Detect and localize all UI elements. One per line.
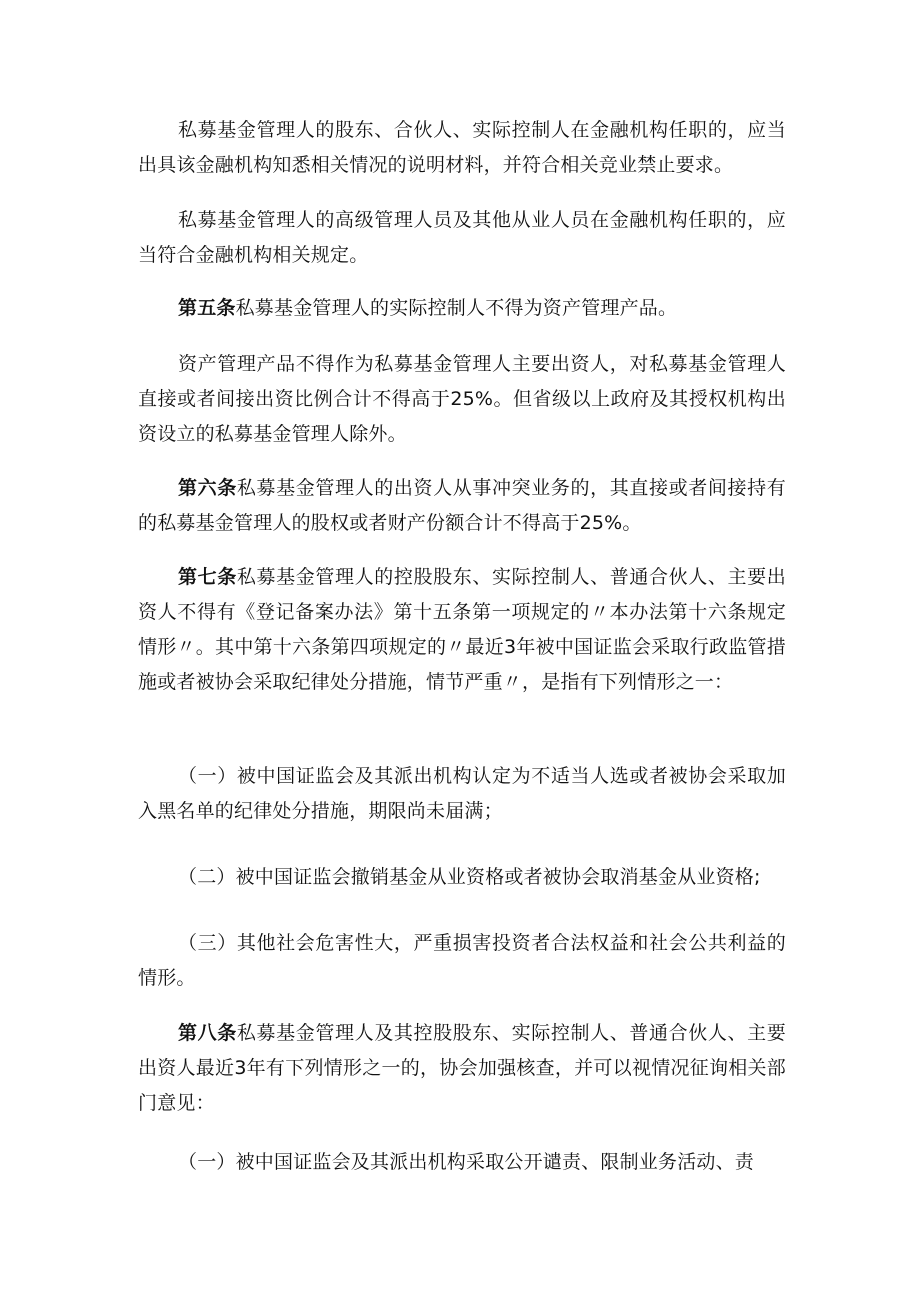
article-7-item-3-text: （三）其他社会危害性大，严重损害投资者合法权益和社会公共利益的情形。 (138, 932, 786, 989)
article-7-text: 私募基金管理人的控股股东、实际控制人、普通合伙人、主要出资人不得有《登记备案办法》第十五条第一项规定的〃本办法第十六条规定情形〃。其中第十六条第四项规定的〃最近3年被中国证监会采取行政监管措施或者被协会采取纪律处分措施，情节严重〃，是指有下列情形之一： (138, 566, 786, 693)
article-6-heading: 第六条 (178, 477, 237, 499)
article-7-item-2-text: （二）被中国证监会撤销基金从业资格或者被协会取消基金从业资格; (178, 866, 761, 888)
article-5-paragraph (138, 291, 786, 326)
article-7-item-3 (138, 926, 786, 996)
article-7-paragraph (138, 560, 786, 700)
paragraph-1-text: 私募基金管理人的股东、合伙人、实际控制人在金融机构任职的，应当出具该金融机构知悉相关情况的说明材料，并符合相关竞业禁止要求。 (138, 119, 786, 176)
article-6-paragraph (138, 471, 786, 541)
paragraph-4 (138, 347, 786, 452)
article-8-item-1 (138, 1145, 786, 1180)
article-8-text: 私募基金管理人及其控股股东、实际控制人、普通合伙人、主要出资人最近3年有下列情形之一的，协会加强核查，并可以视情况征询相关部门意见： (138, 1022, 786, 1114)
paragraph-1 (138, 113, 786, 183)
article-6-text: 私募基金管理人的出资人从事冲突业务的，其直接或者间接持有的私募基金管理人的股权或者财产份额合计不得高于25%。 (138, 477, 786, 534)
article-5-text: 私募基金管理人的实际控制人不得为资产管理产品。 (235, 297, 678, 319)
paragraph-4-text: 资产管理产品不得作为私募基金管理人主要出资人，对私募基金管理人直接或者间接出资比例合计不得高于25%。但省级以上政府及其授权机构出资设立的私募基金管理人除外。 (138, 353, 786, 445)
article-7-item-2 (138, 860, 786, 895)
article-5-heading: 第五条 (178, 297, 236, 319)
paragraph-2 (138, 203, 786, 273)
article-8-heading: 第八条 (178, 1022, 237, 1044)
article-8-paragraph (138, 1016, 786, 1121)
article-7-item-1 (138, 759, 786, 829)
paragraph-2-text: 私募基金管理人的高级管理人员及其他从业人员在金融机构任职的，应当符合金融机构相关规定。 (138, 209, 786, 266)
article-7-heading: 第七条 (178, 566, 237, 588)
article-8-item-1-text: （一）被中国证监会及其派出机构采取公开谴责、限制业务活动、责 (178, 1151, 755, 1173)
article-7-item-1-text: （一）被中国证监会及其派出机构认定为不适当人选或者被协会采取加入黑名单的纪律处分措施，期限尚未届满； (138, 765, 786, 822)
